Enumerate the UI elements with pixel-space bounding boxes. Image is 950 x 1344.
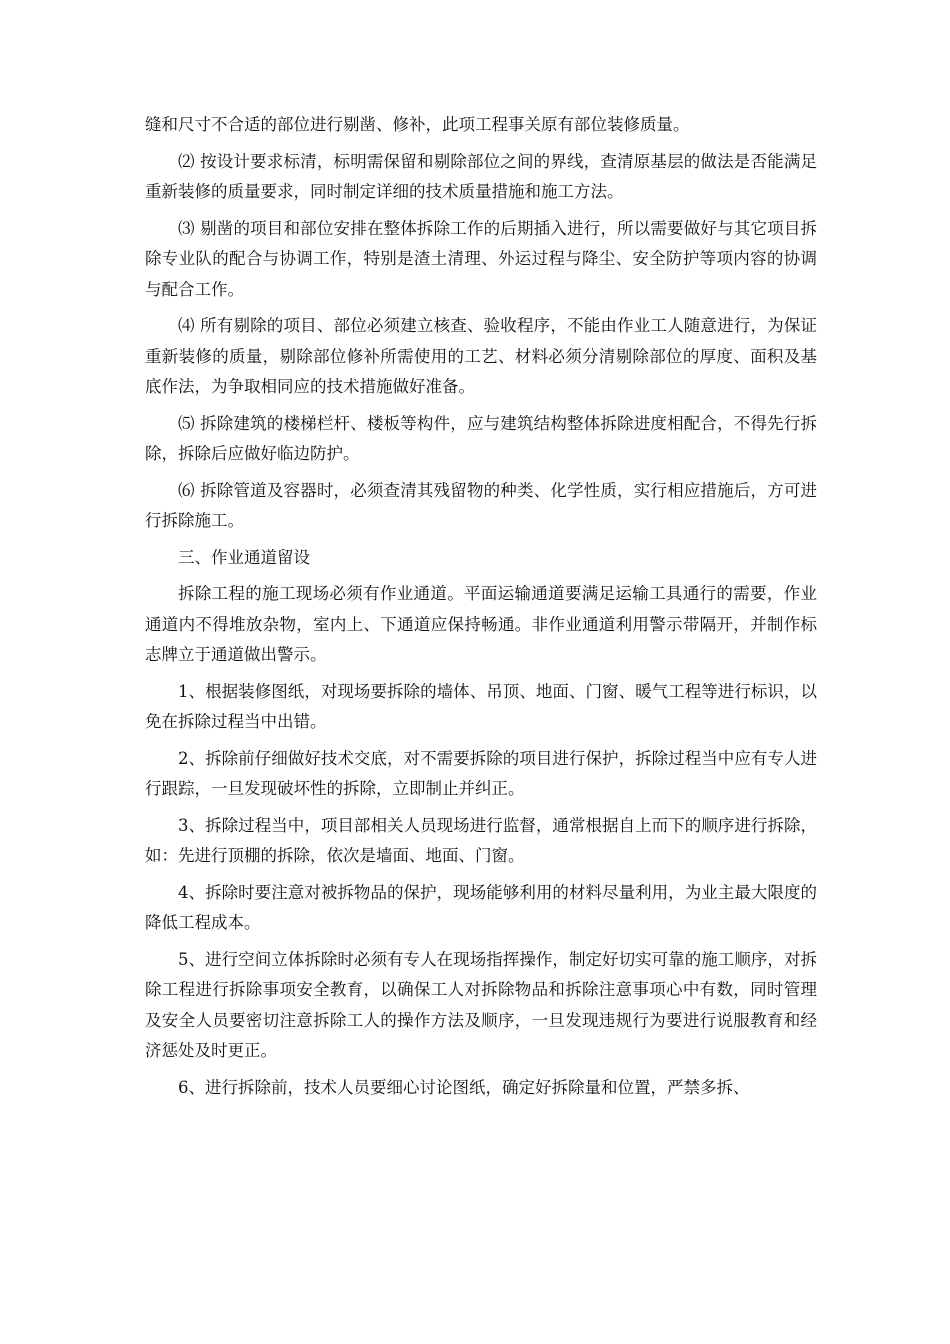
paragraph-step-6: 6、进行拆除前，技术人员要细心讨论图纸，确定好拆除量和位置，严禁多拆、 [178, 1077, 750, 1097]
paragraph-item-4: ⑷ 所有剔除的项目、部位必须建立核查、验收程序，不能由作业工人随意进行，为保证重新装修的质量，剔除部位修补所需使用的工艺、材料必须分清剔除部位的厚度、面积及基底作法，为争取相同应的技术措施做好准备。 [145, 316, 817, 396]
paragraph-intro: 拆除工程的施工现场必须有作业通道。平面运输通道要满足运输工具通行的需要，作业通道内不得堆放杂物，室内上、下通道应保持畅通。非作业通道利用警示带隔开，并制作标志牌立于通道做出警示。 [145, 584, 817, 664]
document-body [145, 110, 817, 1109]
paragraph-step-3: 3、拆除过程当中，项目部相关人员现场进行监督，通常根据自上而下的顺序进行拆除，如：先进行顶棚的拆除，依次是墙面、地面、门窗。 [145, 815, 817, 865]
paragraph-step-1: 1、根据装修图纸，对现场要拆除的墙体、吊顶、地面、门窗、暖气工程等进行标识，以免在拆除过程当中出错。 [145, 681, 817, 731]
paragraph-item-2: ⑵ 按设计要求标清，标明需保留和剔除部位之间的界线，查清原基层的做法是否能满足重新装修的质量要求，同时制定详细的技术质量措施和施工方法。 [145, 151, 817, 201]
paragraph-item-3: ⑶ 剔凿的项目和部位安排在整体拆除工作的后期插入进行，所以需要做好与其它项目拆除专业队的配合与协调工作，特别是渣土清理、外运过程与降尘、安全防护等项内容的协调与配合工作。 [145, 218, 817, 299]
paragraph-step-5: 5、进行空间立体拆除时必须有专人在现场指挥操作，制定好切实可靠的施工顺序，对拆除工程进行拆除事项安全教育，以确保工人对拆除物品和拆除注意事项心中有数，同时管理及安全人员要密切注意拆除工人的操作方法及顺序，一旦发现违规行为要进行说服教育和经济惩处及时更正。 [145, 949, 817, 1060]
paragraph-continuation: 缝和尺寸不合适的部位进行剔凿、修补，此项工程事关原有部位装修质量。 [145, 115, 690, 134]
section-heading: 三、作业通道留设 [178, 547, 310, 567]
paragraph-step-2: 2、拆除前仔细做好技术交底，对不需要拆除的项目进行保护，拆除过程当中应有专人进行跟踪，一旦发现破坏性的拆除，立即制止并纠正。 [145, 748, 817, 798]
paragraph-item-5: ⑸ 拆除建筑的楼梯栏杆、楼板等构件，应与建筑结构整体拆除进度相配合，不得先行拆除，拆除后应做好临边防护。 [145, 413, 817, 463]
paragraph-item-6: ⑹ 拆除管道及容器时，必须查清其残留物的种类、化学性质，实行相应措施后，方可进行拆除施工。 [145, 480, 817, 530]
paragraph-step-4: 4、拆除时要注意对被拆物品的保护，现场能够利用的材料尽量利用，为业主最大限度的降低工程成本。 [145, 882, 817, 932]
